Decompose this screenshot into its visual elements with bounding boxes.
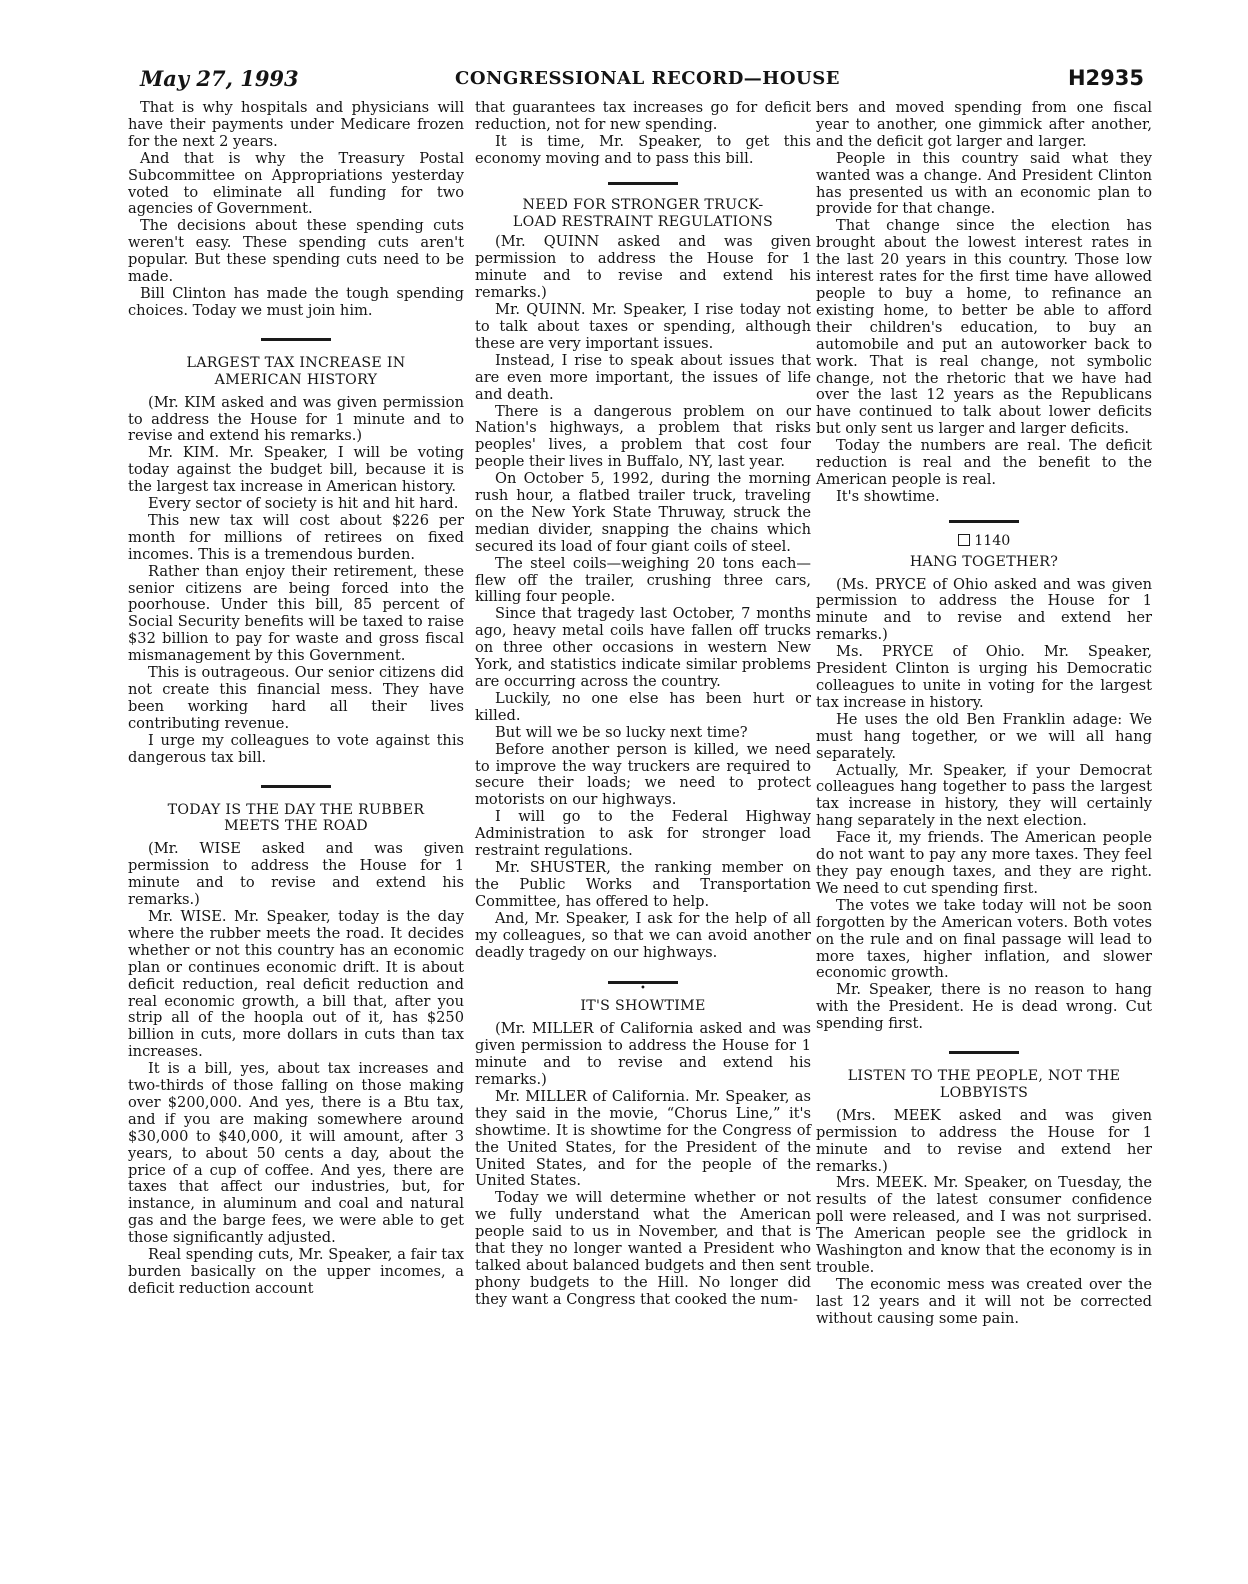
- paragraph: (Mr. MILLER of California asked and was given permission to address the House for 1 minute and to revise and extend his remarks.): [475, 1020, 811, 1089]
- paragraph: Ms. PRYCE of Ohio. Mr. Speaker, President Clinton is urging his Democratic colleagues to unite in voting for the largest tax increase in history.: [816, 643, 1152, 711]
- paragraph: Mr. MILLER of California. Mr. Speaker, as they said in the movie, “Chorus Line,” it's showtime. It is showtime for the Congress of the United States, for the President of the United States, and for the people of the United States.: [475, 1087, 811, 1190]
- paragraph: Real spending cuts, Mr. Speaker, a fair tax burden basically on the upper incomes, a deficit reduction account: [128, 1246, 464, 1297]
- paragraph: There is a dangerous problem on our Nation's highways, a problem that risks peoples' lives, a problem that cost four people their lives in Buffalo, NY, last year.: [475, 402, 811, 471]
- paragraph: The economic mess was created over the last 12 years and it will not be corrected without causing some pain.: [816, 1275, 1152, 1327]
- paragraph: Luckily, no one else has been hurt or killed.: [475, 689, 811, 724]
- paragraph: (Mr. WISE asked and was given permission to address the House for 1 minute and to revise and extend his remarks.): [128, 840, 464, 909]
- paragraph: Every sector of society is hit and hit hard.: [148, 495, 459, 513]
- section-heading: LISTEN TO THE PEOPLE, NOT THE LOBBYISTS: [847, 1068, 1121, 1101]
- paragraph: Today we will determine whether or not we fully understand what the American people said to us in November, and that is that they no longer wanted a President who talked about balanced budgets and then sent phony budgets to the Hill. No longer did they want a Congress that cooked the num-: [475, 1189, 811, 1308]
- time-stamp: 1140: [816, 533, 1152, 550]
- paragraph: The votes we take today will not be soon forgotten by the American voters. Both votes on the rule and on final passage will lead to more taxes, higher inflation, and slower economic growth.: [816, 896, 1152, 982]
- paragraph: Today the numbers are real. The deficit reduction is real and the benefit to the American people is real.: [816, 437, 1152, 488]
- section-heading: NEED FOR STRONGER TRUCK- LOAD RESTRAINT REGULATIONS: [512, 196, 774, 230]
- paragraph: Mr. Speaker, there is no reason to hang with the President. He is dead wrong. Cut spending first.: [816, 981, 1152, 1033]
- paragraph: (Mrs. MEEK asked and was given permission to address the House for 1 minute and to revise and extend her remarks.): [816, 1106, 1152, 1175]
- header-date: May 27, 1993: [140, 66, 299, 91]
- paragraph: Mrs. MEEK. Mr. Speaker, on Tuesday, the results of the latest consumer confidence poll were released, and I was not surprised. The American people see the gridlock in Washington and know that the economy is in trouble.: [816, 1174, 1152, 1276]
- paragraph: And, Mr. Speaker, I ask for the help of all my colleagues, so that we can avoid another deadly tragedy on our highways.: [475, 909, 811, 961]
- column-2: [475, 100, 811, 1309]
- paragraph: That is why hospitals and physicians will have their payments under Medicare frozen for the next 2 years.: [128, 99, 464, 150]
- paragraph: The steel coils—weighing 20 tons each—flew off the trailer, crushing three cars, killing four people.: [475, 554, 811, 606]
- paragraph: bers and moved spending from one fiscal year to another, one gimmick after another, and the deficit got larger and larger.: [816, 99, 1152, 150]
- paragraph: And that is why the Treasury Postal Subcommittee on Appropriations yesterday voted to eliminate all funding for two agencies of Government.: [128, 149, 464, 218]
- rule-mark: •: [640, 983, 646, 995]
- paragraph: (Ms. PRYCE of Ohio asked and was given permission to address the House for 1 minute and to revise and extend her remarks.): [816, 575, 1152, 644]
- section-heading: LARGEST TAX INCREASE IN AMERICAN HISTORY: [186, 354, 406, 388]
- paragraph: Mr. WISE. Mr. Speaker, today is the day where the rubber meets the road. It decides whether or not this country has an economic plan or continues economic drift. It is about deficit reduction, real deficit reduction and real economic growth, a bill that, after you strip all of the hoopla out of it, has $250 billion in cuts, more dollars in cuts than tax increases.: [128, 907, 464, 1061]
- paragraph: Mr. KIM. Mr. Speaker, I will be voting today against the budget bill, because it is the largest tax increase in American history.: [128, 444, 464, 496]
- column-1: [128, 100, 464, 1298]
- section-heading: TODAY IS THE DAY THE RUBBER MEETS THE ROAD: [167, 801, 425, 835]
- box-icon: [958, 534, 970, 546]
- paragraph: Mr. QUINN. Mr. Speaker, I rise today not to talk about taxes or spending, although these are very important issues.: [475, 301, 811, 352]
- header-page-number: H2935: [1067, 66, 1144, 90]
- paragraph: But will we be so lucky next time?: [495, 723, 748, 741]
- paragraph: People in this country said what they wanted was a change. And President Clinton has presented us with an economic plan to provide for that change.: [816, 149, 1152, 218]
- header-title: CONGRESSIONAL RECORD—HOUSE: [455, 68, 840, 89]
- paragraph: Instead, I rise to speak about issues that are even more important, the issues of life and death.: [475, 351, 811, 403]
- paragraph: That change since the election has brought about the lowest interest rates in the last 20 years in this country. Those low interest rates for the first time have allowed people to buy a home, to refinance an existing home, to better be able to afford their children's education, to buy an automobile and put an autoworker back to work. That is real change, not symbolic change, not the rhetoric that we have had over the last 12 years as the Republicans have continued to talk about lower deficits but only sent us larger and larger deficits.: [816, 217, 1152, 438]
- paragraph: This is outrageous. Our senior citizens did not create this financial mess. They have been working hard all their lives contributing revenue.: [128, 664, 464, 732]
- paragraph: Bill Clinton has made the tough spending choices. Today we must join him.: [128, 284, 464, 319]
- paragraph: that guarantees tax increases go for deficit reduction, not for new spending.: [475, 99, 811, 133]
- paragraph: On October 5, 1992, during the morning rush hour, a flatbed trailer truck, traveling on the New York State Thruway, struck the median divider, snapping the chains which secured its load of four giant coils of steel.: [475, 470, 811, 555]
- paragraph: Mr. SHUSTER, the ranking member on the Public Works and Transportation Committee, has offered to help.: [475, 858, 811, 910]
- paragraph: Rather than enjoy their retirement, these senior citizens are being forced into the poorhouse. Under this bill, 85 percent of Social Security benefits will be taxed to raise $32 billion to pay for waste and gross fiscal mismanagement by this Government.: [128, 562, 464, 665]
- paragraph: The decisions about these spending cuts weren't easy. These spending cuts aren't popular. But these spending cuts need to be made.: [128, 217, 464, 286]
- paragraph: (Mr. QUINN asked and was given permission to address the House for 1 minute and to revise and extend his remarks.): [475, 233, 811, 302]
- column-3: [816, 100, 1152, 1328]
- section-heading: HANG TOGETHER?: [909, 553, 1059, 570]
- paragraph: Actually, Mr. Speaker, if your Democrat colleagues hang together to pass the largest tax increase in history, they will certainly hang separately in the next election.: [816, 761, 1152, 830]
- page-header: [140, 66, 1150, 96]
- paragraph: Face it, my friends. The American people do not want to pay any more taxes. They feel they pay enough taxes, and they are right. We need to cut spending first.: [816, 829, 1152, 897]
- paragraph: It is a bill, yes, about tax increases and two-thirds of those falling on those making over $200,000. And yes, there is a Btu tax, and if you are making somewhere around $30,000 to $40,000, it will amount, after 3 years, to about 50 cents a day, about the price of a cup of coffee. And yes, there are taxes that affect our industries, but, for instance, in aluminum and coal and natural gas and the barge fees, we were able to get those significantly adjusted.: [128, 1060, 464, 1247]
- paragraph: I will go to the Federal Highway Administration to ask for stronger load restraint regulations.: [475, 808, 811, 860]
- paragraph: (Mr. KIM asked and was given permission to address the House for 1 minute and to revise and extend his remarks.): [128, 393, 464, 445]
- paragraph: It's showtime.: [836, 487, 940, 505]
- paragraph: I urge my colleagues to vote against this dangerous tax bill.: [128, 731, 464, 766]
- paragraph: Since that tragedy last October, 7 months ago, heavy metal coils have fallen off trucks on three other occasions in western New York, and statistics indicate similar problems are occurring across the country.: [475, 605, 811, 690]
- paragraph: He uses the old Ben Franklin adage: We must hang together, or we will all hang separately.: [816, 710, 1152, 762]
- paragraph: This new tax will cost about $226 per month for millions of retirees on fixed incomes. This is a tremendous burden.: [128, 511, 464, 563]
- paragraph: It is time, Mr. Speaker, to get this economy moving and to pass this bill.: [475, 132, 811, 167]
- section-heading: IT'S SHOWTIME: [580, 998, 706, 1015]
- paragraph: Before another person is killed, we need to improve the way truckers are required to secure their loads; we need to protect motorists on our highways.: [475, 740, 811, 809]
